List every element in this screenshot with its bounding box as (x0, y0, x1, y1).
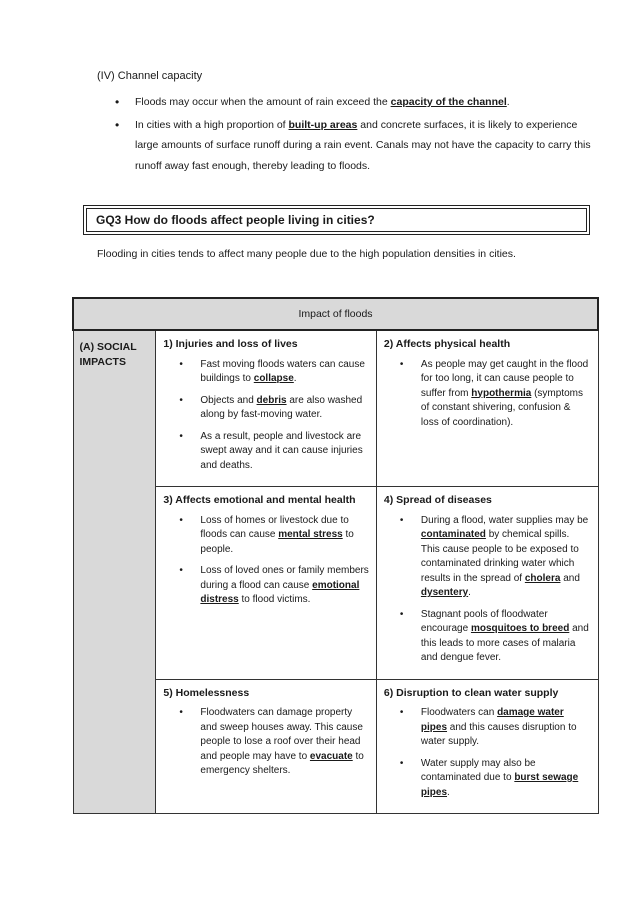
text: Loss of loved ones or family members during a flood can cause (200, 565, 369, 591)
text: Floods may occur when the amount of rain exceed the (135, 96, 391, 108)
cell-title: 4) Spread of diseases (383, 494, 492, 506)
section-heading: (IV) Channel capacity (97, 70, 203, 82)
cell-bullets (384, 706, 591, 800)
cell-bullets (163, 358, 369, 474)
bullet-item (163, 514, 369, 558)
key-term: damage water pipes (420, 707, 564, 733)
bullet-item (97, 92, 602, 113)
key-term: collapse (253, 373, 294, 384)
table-cell-emotional-health (156, 487, 377, 680)
table-header-row (73, 298, 598, 330)
text: and this leads to more cases of malaria and dengue fever. (420, 623, 589, 663)
text: Stagnant pools of floodwater encourage (420, 608, 548, 634)
text: Fast moving floods waters can cause buildings to (200, 358, 365, 384)
text: Loss of homes or livestock due to floods can cause (200, 514, 349, 540)
guiding-question-box (83, 205, 590, 235)
intro-paragraph: Flooding in cities tends to affect many people due to the high population densities in cities. (97, 248, 516, 260)
cell-bullets (384, 358, 591, 431)
bullet-item (384, 706, 591, 750)
cell-bullets (163, 514, 369, 608)
cell-title: 5) Homelessness (163, 686, 250, 699)
text: . (293, 373, 297, 384)
text: Objects and (200, 394, 257, 406)
bullet-item: • As a result, people and livestock are swept away and it can cause injuries and deaths. (163, 430, 369, 474)
key-term: emotional distress (200, 579, 360, 605)
key-term: cholera (524, 572, 561, 584)
text: and (560, 572, 580, 584)
bullet-item (97, 115, 602, 177)
key-term: burst sewage pipes (420, 772, 579, 798)
text: During a flood, water supplies may be (420, 514, 589, 526)
cell-title: 1) Injuries and loss of lives (163, 338, 298, 350)
key-term: debris (256, 394, 287, 406)
bullet-item (384, 608, 591, 666)
guiding-question-title: GQ3 How do floods affect people living in cities? (96, 213, 375, 227)
bullet-item (163, 358, 369, 387)
text: are also washed along by fast-moving water. (200, 394, 363, 420)
cell-bullets (163, 706, 369, 779)
text: . (468, 587, 471, 598)
key-term: capacity of the channel (390, 96, 507, 108)
table-row (73, 330, 598, 487)
bullet-item (163, 394, 369, 423)
text: . (447, 786, 450, 798)
text: and concrete surfaces, it is likely to experience large amounts of surface runoff during a rain event. Canals may not have the capacity to carry this runoff away fast enough, thereby leading to floods. (135, 118, 591, 172)
channel-capacity-bullets (97, 92, 602, 178)
text: In cities with a high proportion of (135, 118, 289, 131)
bullet-item (384, 358, 591, 431)
cell-title: 2) Affects physical health (383, 338, 511, 350)
category-cell: (A) SOCIAL IMPACTS (73, 330, 156, 814)
bullet-item (163, 564, 369, 608)
table-cell-diseases (376, 487, 598, 680)
cell-bullets (384, 514, 591, 666)
text: by chemical spills. This cause people to be exposed to contaminated drinking water which results in the spread of (420, 529, 579, 584)
table-cell-water-supply (376, 679, 598, 814)
text: Floodwaters can (420, 707, 498, 718)
text: to emergency shelters. (200, 750, 364, 776)
table-cell-physical-health (376, 330, 598, 487)
text: and this causes disruption to water supply. (420, 721, 577, 747)
key-term: contaminated (420, 529, 486, 540)
bullet-item (163, 706, 369, 779)
text: to people. (200, 529, 354, 555)
key-term: mental stress (278, 529, 343, 540)
key-term: mosquitoes to breed (470, 623, 570, 634)
key-term: built-up areas (288, 118, 358, 131)
text: (symptoms of constant shivering, confusion & loss of coordination). (420, 387, 583, 428)
text: Floodwaters can damage property and sweep houses away. This cause people to lose a roof over their head and people may have to (200, 707, 363, 762)
impact-table (72, 297, 599, 814)
text: Water supply may also be contaminated due to (420, 757, 536, 783)
table-header: Impact of floods (73, 298, 598, 330)
text: to flood victims. (238, 594, 311, 605)
key-term: hypothermia (471, 387, 532, 399)
key-term: dysentery (420, 587, 469, 598)
cell-title: 6) Disruption to clean water supply (383, 686, 559, 699)
text: . (506, 96, 510, 108)
cell-title: 3) Affects emotional and mental health (163, 494, 356, 506)
text: As people may get caught in the flood for too long, it can cause people to suffer from (420, 358, 589, 399)
bullet-item (384, 514, 591, 601)
bullet-item (384, 757, 591, 801)
key-term: evacuate (309, 750, 353, 762)
table-cell-homelessness (156, 679, 377, 814)
table-cell-injuries (156, 330, 377, 487)
